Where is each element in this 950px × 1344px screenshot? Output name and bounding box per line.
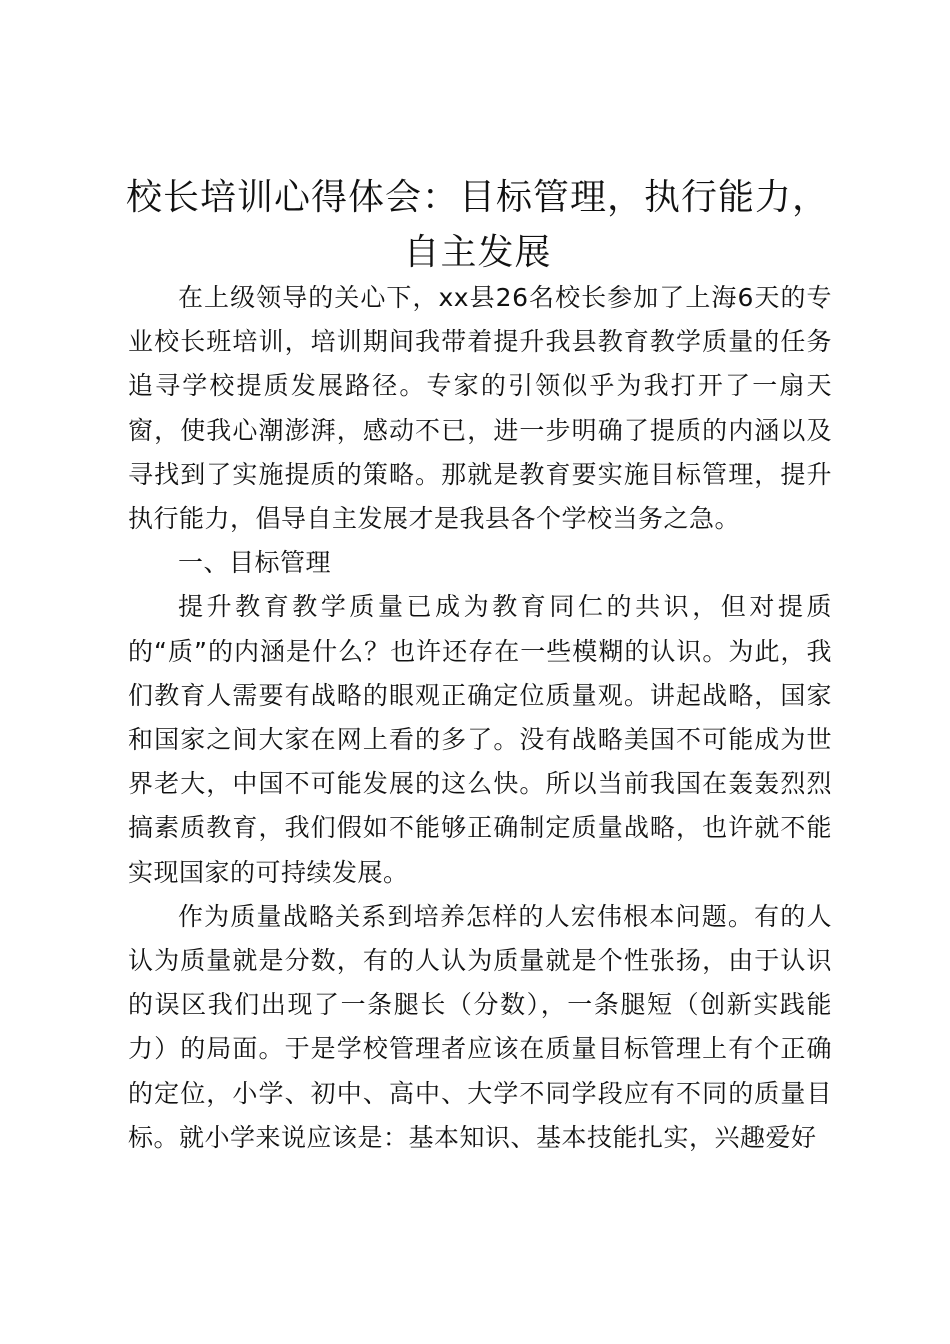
paragraph-intro: 在上级领导的关心下，xx县26名校长参加了上海6天的专业校长班培训，培训期间我带着提升我县教育教学质量的任务追寻学校提质发展路径。专家的引领似乎为我打开了一扇天窗，使我心潮澎湃，感动不已，进一步明确了提质的内涵以及寻找到了实施提质的策略。那就是教育要实施目标管理，提升执行能力，倡导自主发展才是我县各个学校当务之急。	[128, 283, 832, 534]
paragraph-quality: 提升教育教学质量已成为教育同仁的共识，但对提质的“质”的内涵是什么？也许还存在一些模糊的认识。为此，我们教育人需要有战略的眼观正确定位质量观。讲起战略，国家和国家之间大家在网上看的多了。没有战略美国不可能成为世界老大，中国不可能发展的这么快。所以当前我国在轰轰烈烈搞素质教育，我们假如不能够正确制定质量战略，也许就不能实现国家的可持续发展。	[128, 592, 832, 887]
document-title: 校长培训心得体会：目标管理，执行能力，自主发展	[125, 177, 829, 273]
document-body	[128, 276, 832, 1160]
paragraph-strategy: 作为质量战略关系到培养怎样的人宏伟根本问题。有的人认为质量就是分数，有的人认为质量就是个性张扬，由于认识的误区我们出现了一条腿长（分数），一条腿短（创新实践能力）的局面。于是学校管理者应该在质量目标管理上有个正确的定位，小学、初中、高中、大学不同学段应有不同的质量目标。就小学来说应该是：基本知识、基本技能扎实，兴趣爱好	[128, 901, 832, 1152]
section-heading: 一、目标管理	[178, 548, 332, 578]
